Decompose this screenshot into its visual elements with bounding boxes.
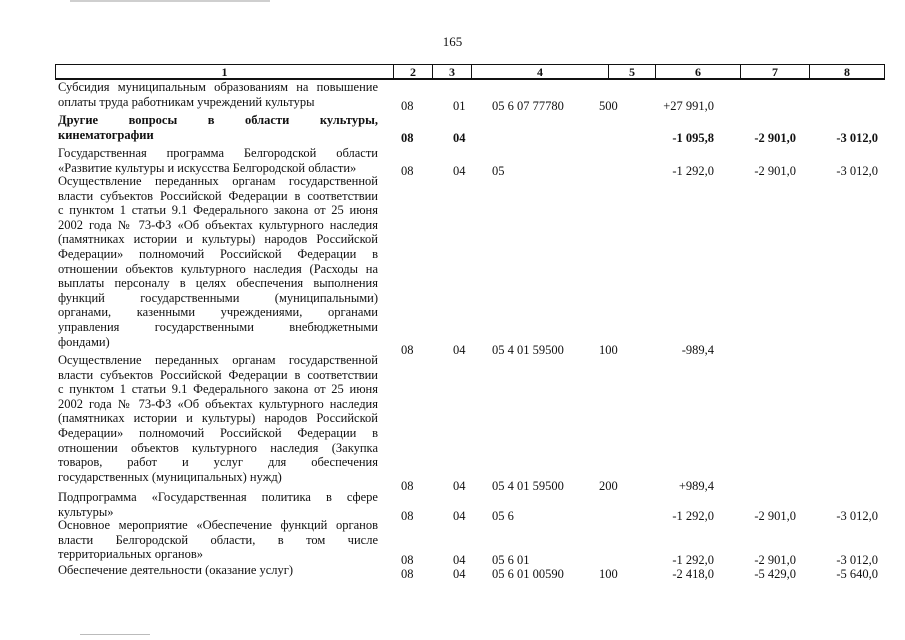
- row-description: [58, 490, 378, 519]
- table-cell-c2: 08: [401, 567, 414, 581]
- table-cell-c6: -989,4: [681, 343, 714, 357]
- table-cell-c3: 04: [453, 509, 466, 523]
- table-cell-c2: 08: [401, 509, 414, 523]
- scan-artifact-top: [70, 0, 270, 2]
- row-description-line: отношении объектов культурного наследия (Расходы на: [58, 261, 378, 276]
- row-description-line: (памятниках истории и культуры) народов Российской: [58, 411, 378, 426]
- row-description: [58, 563, 378, 578]
- row-description-line: Государственная программа Белгородской области: [58, 146, 378, 160]
- table-cell-c8: -3 012,0: [836, 164, 878, 178]
- scan-artifact-bottom: [80, 634, 150, 635]
- table-cell-c6: -1 292,0: [672, 164, 714, 178]
- table-cell-c8: -3 012,0: [836, 509, 878, 523]
- table-cell-c2: 08: [401, 99, 414, 113]
- row-description-line: Федерации» полномочий Российской Федерации в: [58, 425, 378, 440]
- row-description-line: Другие вопросы в области культуры,: [58, 113, 378, 127]
- row-description-line: выплаты персоналу в целях обеспечения выполнения: [58, 276, 378, 291]
- table-cell-c7: -2 901,0: [754, 553, 796, 567]
- row-description-line: управления государственными внебюджетными: [58, 319, 378, 334]
- row-description-line: (памятниках истории и культуры) народов Российской: [58, 232, 378, 247]
- table-cell-c5: 100: [599, 567, 618, 581]
- table-cell-c4: 05 6 07 77780: [492, 99, 564, 113]
- row-description-line: Осуществление переданных органам государственной: [58, 353, 378, 367]
- row-description: [58, 80, 378, 109]
- table-cell-c2: 08: [401, 131, 414, 145]
- table-cell-c8: -3 012,0: [836, 553, 878, 567]
- table-cell-c4: 05 6 01: [492, 553, 530, 567]
- header-col-8: 8: [844, 65, 850, 79]
- row-description-line: «Развитие культуры и искусства Белгородской области»: [58, 160, 357, 175]
- table-cell-c6: -1 095,8: [672, 131, 714, 145]
- table-cell-c6: -1 292,0: [672, 509, 714, 523]
- header-col-6: 6: [695, 65, 701, 79]
- table-cell-c3: 04: [453, 131, 466, 145]
- row-description-line: культуры»: [58, 504, 114, 519]
- row-description-line: власти субъектов Российской Федерации в соответствии: [58, 188, 378, 203]
- row-description: [58, 353, 378, 484]
- table-cell-c4: 05 4 01 59500: [492, 343, 564, 357]
- table-cell-c2: 08: [401, 479, 414, 493]
- row-description-line: 2002 года № 73-ФЗ «Об объектах культурного наследия: [58, 396, 378, 411]
- table-cell-c2: 08: [401, 164, 414, 178]
- table-cell-c6: +989,4: [678, 479, 714, 493]
- table-cell-c5: 500: [599, 99, 618, 113]
- row-description-line: с пунктом 1 статьи 9.1 Федерального закона от 25 июня: [58, 382, 378, 397]
- header-col-3: 3: [449, 65, 455, 79]
- table-cell-c3: 04: [453, 553, 466, 567]
- row-description-line: оплаты труда работникам учреждений культуры: [58, 94, 315, 109]
- row-description: [58, 174, 378, 349]
- table-cell-c4: 05 4 01 59500: [492, 479, 564, 493]
- row-description-line: фондами): [58, 334, 110, 349]
- table-cell-c5: 100: [599, 343, 618, 357]
- row-description-line: власти субъектов Российской Федерации в соответствии: [58, 367, 378, 382]
- row-description-line: территориальных органов»: [58, 547, 204, 562]
- table-cell-c3: 04: [453, 164, 466, 178]
- row-description-line: государственных (муниципальных) нужд): [58, 469, 282, 484]
- table-cell-c7: -2 901,0: [754, 164, 796, 178]
- table-cell-c4: 05: [492, 164, 505, 178]
- row-description-line: Обеспечение деятельности (оказание услуг): [58, 563, 294, 577]
- header-col-5: 5: [629, 65, 635, 79]
- table-cell-c7: -2 901,0: [754, 131, 796, 145]
- table-cell-c8: -5 640,0: [836, 567, 878, 581]
- header-col-4: 4: [537, 65, 543, 79]
- row-description: [58, 518, 378, 562]
- table-cell-c5: 200: [599, 479, 618, 493]
- row-description-line: товаров, работ и услуг для обеспечения: [58, 455, 378, 470]
- table-cell-c4: 05 6: [492, 509, 514, 523]
- row-description: [58, 146, 378, 175]
- row-description-line: Осуществление переданных органам государственной: [58, 174, 378, 188]
- table-cell-c7: -2 901,0: [754, 509, 796, 523]
- row-description: [58, 113, 378, 142]
- table-cell-c6: -2 418,0: [672, 567, 714, 581]
- table-cell-c4: 05 6 01 00590: [492, 567, 564, 581]
- row-description-line: 2002 года № 73-ФЗ «Об объектах культурного наследия: [58, 217, 378, 232]
- table-cell-c3: 01: [453, 99, 466, 113]
- row-description-line: Подпрограмма «Государственная политика в сфере: [58, 490, 378, 504]
- row-description-line: Федерации» полномочий Российской Федерации в: [58, 246, 378, 261]
- table-cell-c2: 08: [401, 553, 414, 567]
- row-description-line: отношении объектов культурного наследия (Закупка: [58, 440, 378, 455]
- row-description-line: с пунктом 1 статьи 9.1 Федерального закона от 25 июня: [58, 203, 378, 218]
- table-cell-c3: 04: [453, 567, 466, 581]
- row-description-line: функций государственными (муниципальными): [58, 290, 378, 305]
- row-description-line: кинематографии: [58, 127, 154, 142]
- header-col-7: 7: [772, 65, 778, 79]
- table-cell-c3: 04: [453, 479, 466, 493]
- table-cell-c8: -3 012,0: [836, 131, 878, 145]
- table-cell-c7: -5 429,0: [754, 567, 796, 581]
- table-cell-c6: +27 991,0: [663, 99, 714, 113]
- row-description-line: Основное мероприятие «Обеспечение функций органов: [58, 518, 378, 532]
- page-number: 165: [442, 34, 463, 49]
- table-cell-c3: 04: [453, 343, 466, 357]
- row-description-line: Субсидия муниципальным образованиям на повышение: [58, 80, 378, 94]
- table-header: [55, 64, 885, 80]
- table-cell-c6: -1 292,0: [672, 553, 714, 567]
- header-col-1: 1: [221, 65, 228, 79]
- header-col-2: 2: [410, 65, 416, 79]
- table-cell-c2: 08: [401, 343, 414, 357]
- row-description-line: власти Белгородской области, в том числе: [58, 532, 378, 547]
- row-description-line: органами, казенными учреждениями, органами: [58, 305, 378, 320]
